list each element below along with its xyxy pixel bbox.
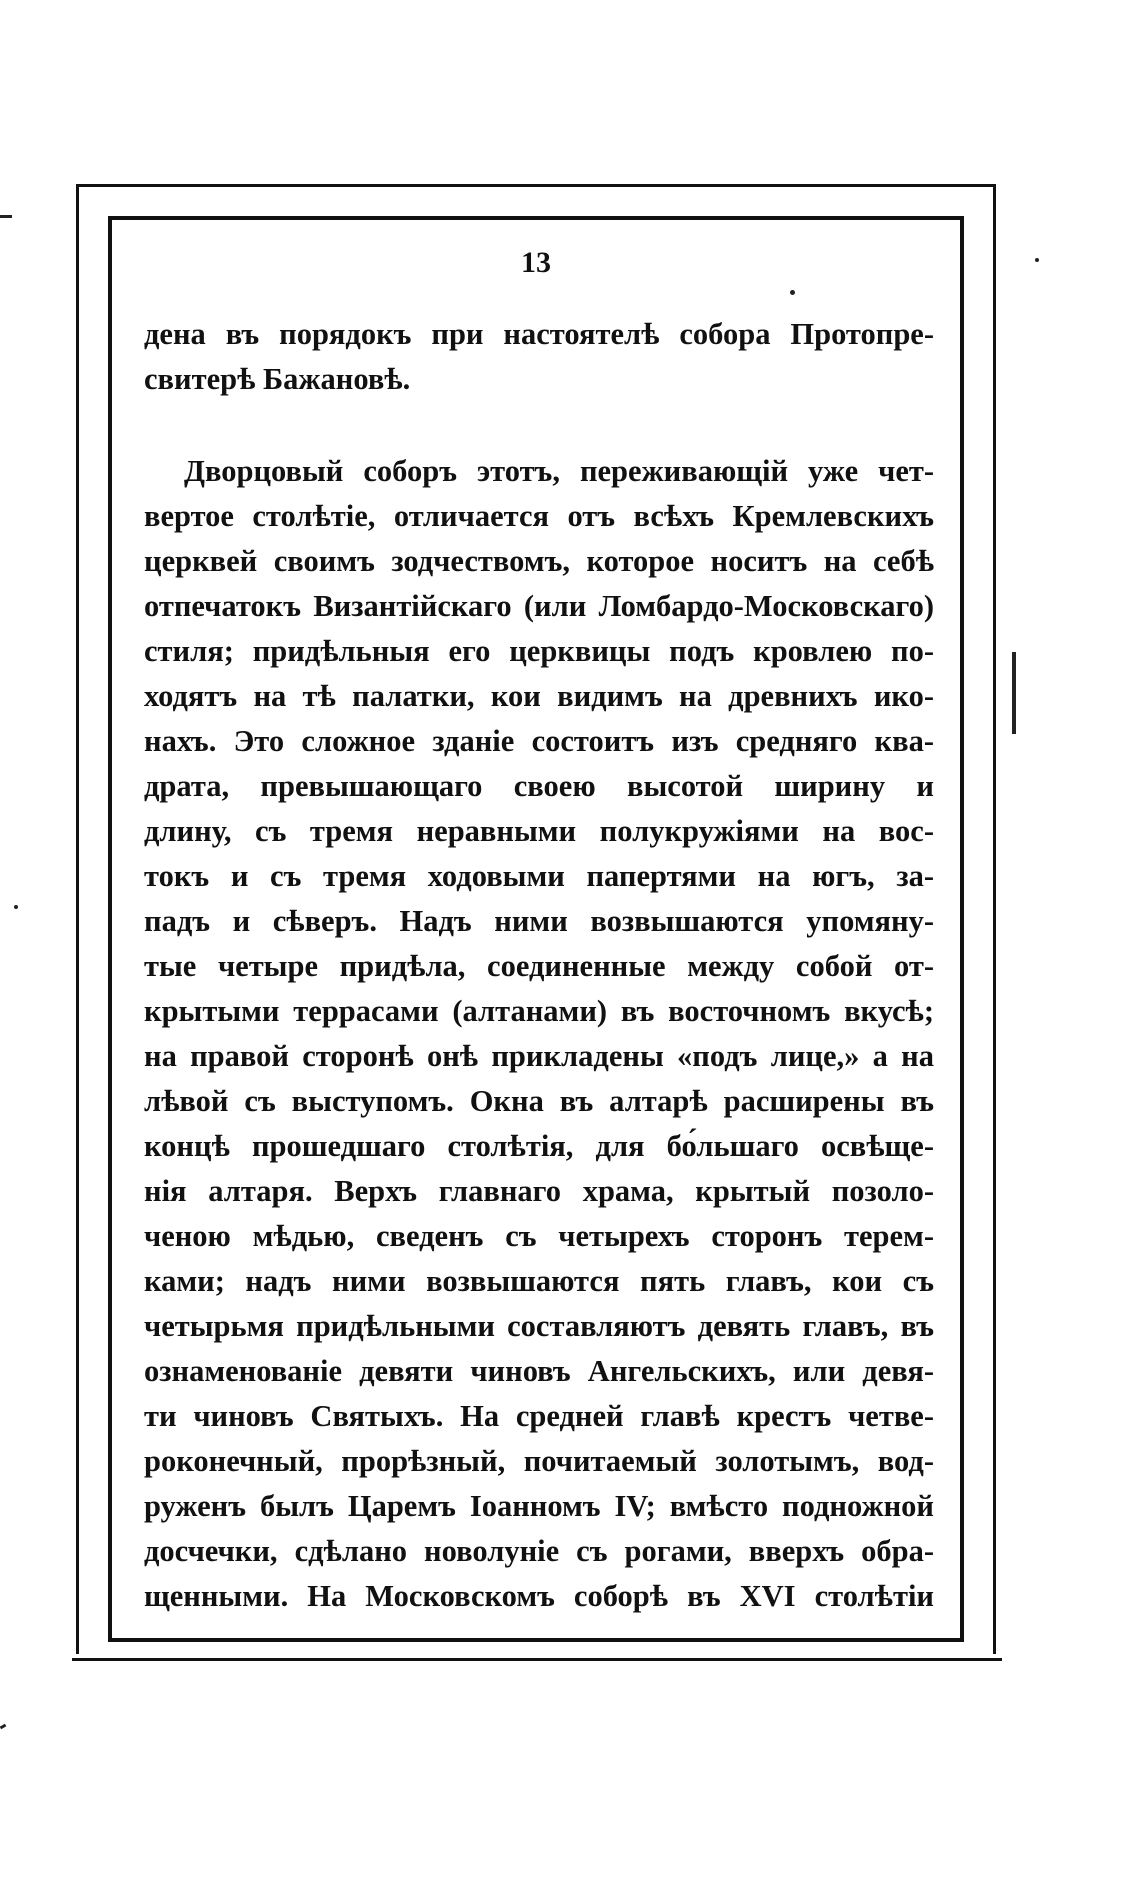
text-line: стиля; придѣльныя его церквицы подъ кровлею по- bbox=[144, 634, 934, 668]
text-line: дена въ порядокъ при настоятелѣ собора Протопре- bbox=[144, 317, 934, 351]
text-line: драта, превышающаго своею высотой ширину и bbox=[144, 769, 934, 803]
text-line: ознаменованіе девяти чиновъ Ангельскихъ, или девя- bbox=[144, 1354, 934, 1388]
paragraph-gap bbox=[144, 402, 934, 449]
text-line: нахъ. Это сложное зданіе состоитъ изъ средняго ква- bbox=[144, 724, 934, 758]
margin-mark bbox=[0, 1724, 6, 1730]
text-line: ходятъ на тѣ палатки, кои видимъ на древнихъ ико- bbox=[144, 679, 934, 713]
text-line: руженъ былъ Царемъ Іоанномъ IV; вмѣсто подножной bbox=[144, 1489, 934, 1523]
margin-mark bbox=[0, 215, 12, 218]
text-line: крытыми террасами (алтанами) въ восточномъ вкусѣ; bbox=[144, 994, 934, 1028]
text-line: роконечный, прорѣзный, почитаемый золотымъ, вод- bbox=[144, 1444, 934, 1478]
text-line: досчечки, сдѣлано новолуніе съ рогами, вверхъ обра- bbox=[144, 1534, 934, 1568]
text-line: щенными. На Московскомъ соборѣ въ XVI столѣтіи bbox=[144, 1579, 934, 1613]
text-line: ти чиновъ Святыхъ. На средней главѣ крестъ четве- bbox=[144, 1399, 934, 1433]
text-line: концѣ прошедшаго столѣтія, для бо́льшаго освѣще- bbox=[144, 1129, 934, 1163]
body-text bbox=[144, 312, 934, 1619]
text-line: вертое столѣтіе, отличается отъ всѣхъ Кремлевскихъ bbox=[144, 499, 934, 533]
page-number: 13 bbox=[521, 246, 551, 279]
text-line: нія алтаря. Верхъ главнаго храма, крытый позоло- bbox=[144, 1174, 934, 1208]
text-line: ченою мѣдью, сведенъ съ четырехъ сторонъ терем- bbox=[144, 1219, 934, 1253]
margin-mark bbox=[14, 905, 18, 909]
text-line: тые четыре придѣла, соединенные между собой от- bbox=[144, 949, 934, 983]
outer-bottom-rule bbox=[72, 1658, 1002, 1661]
text-line: отпечатокъ Византійскаго (или Ломбардо-Московскаго) bbox=[144, 589, 934, 623]
margin-mark bbox=[1035, 258, 1039, 262]
text-line: Дворцовый соборъ этотъ, переживающій уже чет- bbox=[184, 454, 934, 488]
margin-mark bbox=[1012, 652, 1016, 734]
text-line: токъ и съ тремя ходовыми папертями на югъ, за- bbox=[144, 859, 934, 893]
text-line: четырьмя придѣльными составляютъ девять главъ, въ bbox=[144, 1309, 934, 1343]
text-line: лѣвой съ выступомъ. Окна въ алтарѣ расширены въ bbox=[144, 1084, 934, 1118]
margin-mark bbox=[790, 290, 795, 295]
text-line: ками; надъ ними возвышаются пять главъ, кои съ bbox=[144, 1264, 934, 1298]
text-line: церквей своимъ зодчествомъ, которое носитъ на себѣ bbox=[144, 544, 934, 578]
text-line: длину, съ тремя неравными полукружіями на вос- bbox=[144, 814, 934, 848]
inner-text-frame bbox=[108, 216, 964, 1642]
text-line: на правой сторонѣ онѣ прикладены «подъ лице,» а на bbox=[144, 1039, 934, 1073]
text-line: падъ и сѣверъ. Надъ ними возвышаются упомяну- bbox=[144, 904, 934, 938]
text-line: свитерѣ Бажановѣ. bbox=[144, 362, 411, 396]
